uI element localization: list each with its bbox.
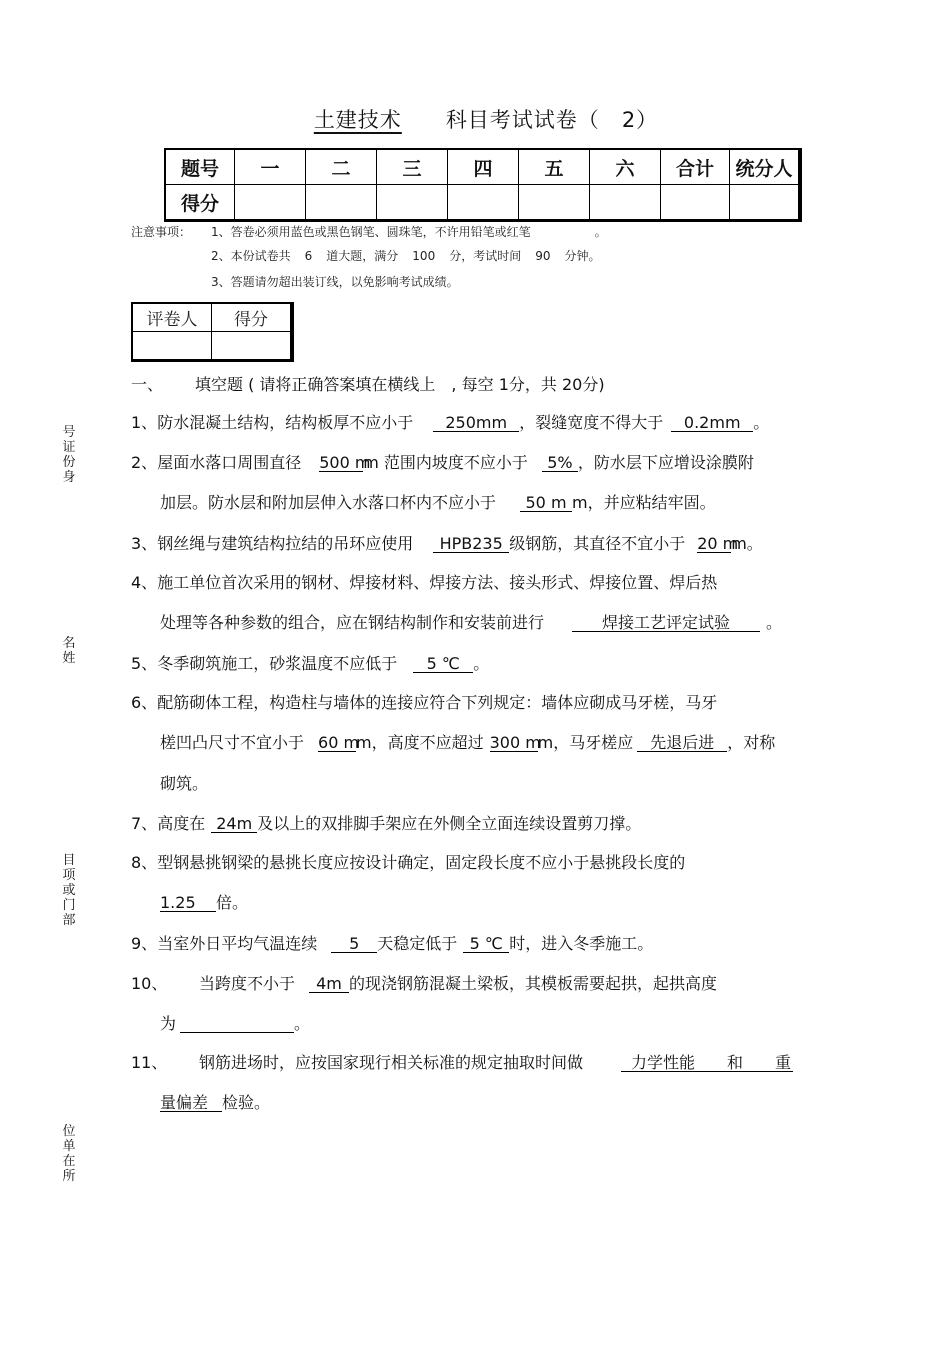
note-line-3: 3、答题请勿超出装订线，以免影响考试成绩。 — [211, 275, 459, 289]
score-header-cell: 六 — [590, 149, 661, 185]
title-number: 2） — [621, 108, 659, 132]
question-4-cont — [160, 610, 782, 633]
question-text: m，并应粘结牢固。 — [572, 493, 716, 512]
question-text: 槎凹凸尺寸不宜小于 — [160, 733, 305, 752]
question-text: 加层。防水层和附加层伸入水落口杯内不应小于 — [160, 493, 497, 512]
score-cell[interactable] — [448, 185, 519, 221]
grader-table — [131, 302, 294, 362]
question-number: 2、 — [131, 453, 158, 472]
question-text: 级钢筋，其直径不宜小于 — [509, 534, 686, 553]
score-table — [164, 148, 802, 222]
question-text: m，马牙槎应 — [537, 733, 634, 752]
answer-blank[interactable]: 50 m — [520, 494, 572, 512]
score-header-cell: 四 — [448, 149, 519, 185]
question-number: 6、 — [131, 693, 158, 712]
question-number: 3、 — [131, 534, 158, 553]
question-text: 处理等各种参数的组合，应在钢结构制作和安装前进行 — [160, 613, 545, 632]
answer-blank[interactable]: 5 ℃ — [463, 935, 509, 953]
note-2-duration: 90 — [535, 249, 551, 263]
score-header-cell: 二 — [306, 149, 377, 185]
grader-header: 评卷人 — [132, 303, 212, 332]
score-table-score-row — [165, 185, 800, 221]
question-11 — [131, 1050, 793, 1073]
question-text: 当室外日平均气温连续 — [157, 934, 318, 953]
exam-title — [0, 104, 950, 134]
question-number: 8、 — [131, 853, 158, 872]
note-2-full-score: 100 — [412, 249, 436, 263]
side-label-department: 目项或门部 — [62, 853, 76, 928]
question-11-cont — [160, 1090, 270, 1113]
question-text: 。 — [766, 613, 783, 632]
question-6 — [131, 690, 717, 713]
question-1 — [131, 410, 769, 433]
question-6-cont — [160, 730, 775, 753]
question-10-cont — [160, 1011, 310, 1034]
question-text: 为 — [160, 1014, 177, 1033]
answer-blank[interactable]: 力学性能 和 重 — [621, 1054, 793, 1072]
question-8-cont — [160, 890, 248, 913]
answer-blank[interactable]: 5% — [542, 454, 578, 472]
score-header-cell: 统分人 — [730, 149, 801, 185]
answer-blank[interactable]: 0.2mm — [671, 414, 753, 432]
question-text: 钢丝绳与建筑结构拉结的吊环应使用 — [157, 534, 414, 553]
note-line-1 — [131, 223, 607, 240]
score-cell[interactable] — [235, 185, 306, 221]
question-number: 7、 — [131, 814, 158, 833]
question-7 — [131, 811, 641, 834]
answer-blank[interactable]: 量偏差 — [160, 1094, 222, 1112]
note-2-part: 分，考试时间 — [449, 249, 522, 263]
answer-blank[interactable]: 1.25 — [160, 894, 216, 912]
question-text: 天稳定低于 — [377, 934, 458, 953]
section-instructions: 填空题 ( 请将正确答案填在横线上 , 每空 1分，共 20分) — [195, 375, 605, 394]
answer-blank[interactable]: 60 m — [318, 733, 360, 752]
question-text: m 范围内坡度不应小于 — [363, 453, 528, 472]
question-text: 屋面水落口周围直径 — [157, 453, 302, 472]
answer-blank[interactable]: 20 m — [697, 534, 739, 553]
question-number: 10、 — [131, 974, 168, 993]
score-header-cell: 合计 — [661, 149, 730, 185]
question-text: ，防水层下应增设涂膜附 — [577, 453, 754, 472]
question-text: 检验。 — [222, 1093, 271, 1112]
question-text: ，裂缝宽度不得大于 — [519, 413, 664, 432]
note-line-2 — [211, 247, 601, 264]
question-2-cont — [160, 490, 716, 513]
score-cell[interactable] — [730, 185, 801, 221]
question-text: 型钢悬挑钢梁的悬挑长度应按设计确定，固定段长度不应小于悬挑段长度的 — [157, 853, 686, 872]
question-5 — [131, 651, 489, 674]
answer-blank[interactable]: 4m — [309, 975, 349, 993]
note-1-end: 。 — [594, 225, 607, 239]
question-text: 。 — [753, 413, 770, 432]
title-subject: 土建技术 — [313, 108, 402, 132]
score-cell[interactable] — [661, 185, 730, 221]
score-table-header-row — [165, 149, 800, 185]
score-header-cell: 一 — [235, 149, 306, 185]
question-4 — [131, 570, 717, 593]
note-2-question-count: 6 — [304, 249, 313, 263]
score-header-cell: 三 — [377, 149, 448, 185]
answer-blank[interactable]: HPB235 — [433, 535, 509, 553]
question-text: 钢筋进场时，应按国家现行相关标准的规定抽取时间做 — [199, 1053, 584, 1072]
grader-score-cell[interactable] — [212, 332, 293, 361]
side-label-id-number: 号证份身 — [62, 425, 76, 485]
question-text: 倍。 — [216, 893, 249, 912]
section-number: 一、 — [131, 375, 164, 394]
answer-blank[interactable]: 5 ℃ — [413, 655, 473, 673]
question-8 — [131, 850, 685, 873]
score-header-cell: 五 — [519, 149, 590, 185]
question-text: 。 — [473, 654, 490, 673]
question-text: 。 — [294, 1014, 311, 1033]
answer-blank[interactable]: 250mm — [433, 414, 519, 432]
question-6-end: 砌筑。 — [160, 774, 209, 793]
question-text: 的现浇钢筋混凝土梁板，其模板需要起拱，起拱高度 — [349, 974, 718, 993]
answer-blank[interactable]: 5 — [331, 935, 377, 953]
question-text: ，对称 — [727, 733, 776, 752]
section-heading — [131, 372, 605, 395]
answer-blank[interactable] — [180, 1015, 294, 1033]
question-9 — [131, 931, 653, 954]
note-2-part: 分钟。 — [564, 249, 601, 263]
note-2-part: 2、本份试卷共 — [211, 249, 291, 263]
answer-blank[interactable]: 300 m — [489, 733, 541, 752]
grader-cell[interactable] — [132, 332, 212, 361]
answer-blank[interactable]: 先退后进 — [637, 734, 727, 752]
answer-blank[interactable]: 500 m — [319, 453, 371, 472]
question-number: 5、 — [131, 654, 158, 673]
question-number: 1、 — [131, 413, 158, 432]
question-number: 11、 — [131, 1053, 168, 1072]
notes-label: 注意事项： — [131, 225, 192, 239]
question-number: 4、 — [131, 573, 158, 592]
question-text: 防水混凝土结构，结构板厚不应小于 — [157, 413, 414, 432]
question-3 — [131, 531, 763, 554]
question-text: m。 — [731, 534, 763, 553]
question-10 — [131, 971, 717, 994]
question-text: 配筋砌体工程，构造柱与墙体的连接应符合下列规定：墙体应砌成马牙槎，马牙 — [157, 693, 718, 712]
question-text: m，高度不应超过 — [356, 733, 484, 752]
score-cell[interactable] — [306, 185, 377, 221]
question-text: 施工单位首次采用的钢材、焊接材料、焊接方法、接头形式、焊接位置、焊后热 — [157, 573, 718, 592]
question-text: 及以上的双排脚手架应在外侧全立面连续设置剪刀撑。 — [257, 814, 642, 833]
score-cell[interactable] — [519, 185, 590, 221]
side-label-unit: 位单在所 — [62, 1124, 76, 1184]
score-cell[interactable] — [377, 185, 448, 221]
question-text: 冬季砌筑施工，砂浆温度不应低于 — [157, 654, 398, 673]
answer-blank[interactable]: 24m — [211, 815, 257, 833]
note-1: 1、答卷必须用蓝色或黑色钢笔、圆珠笔，不许用铅笔或红笔 — [211, 225, 531, 239]
question-text: 时，进入冬季施工。 — [509, 934, 654, 953]
score-header-cell: 题号 — [165, 149, 235, 185]
note-2-part: 道大题，满分 — [326, 249, 399, 263]
side-label-name: 名姓 — [62, 636, 76, 666]
question-number: 9、 — [131, 934, 158, 953]
answer-blank[interactable]: 焊接工艺评定试验 — [572, 614, 760, 632]
question-2 — [131, 450, 754, 473]
score-cell[interactable] — [590, 185, 661, 221]
score-row-label: 得分 — [165, 185, 235, 221]
question-text: 高度在 — [157, 814, 206, 833]
question-text: 当跨度不小于 — [199, 974, 296, 993]
title-rest: 科目考试试卷（ — [445, 108, 600, 132]
grader-score-header: 得分 — [212, 303, 293, 332]
